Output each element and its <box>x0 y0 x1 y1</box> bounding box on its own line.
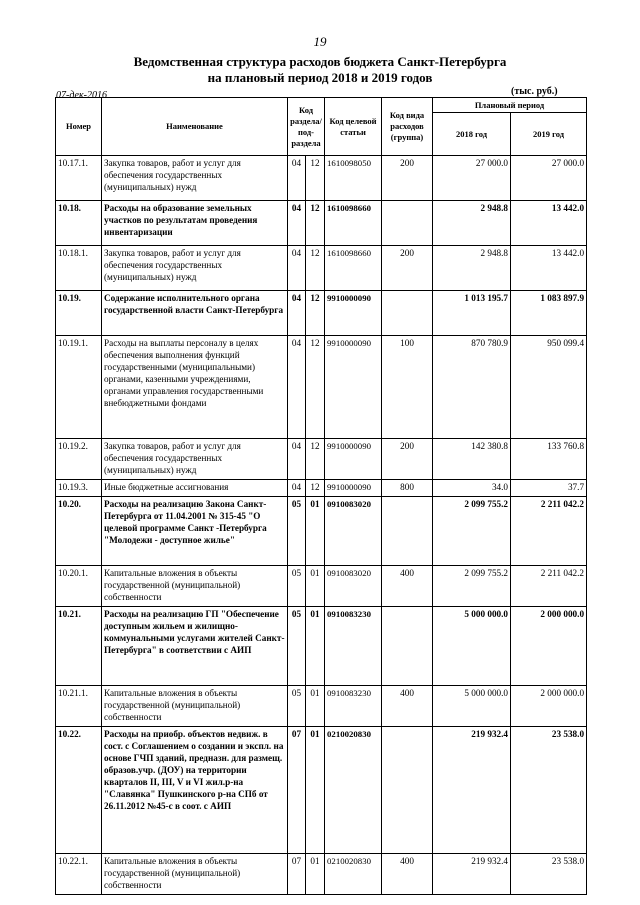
row-number: 10.21. <box>56 607 102 686</box>
row-amount-2018: 219 932.4 <box>433 854 511 895</box>
row-subsection-code: 12 <box>306 201 325 246</box>
row-number: 10.19.1. <box>56 336 102 439</box>
row-name: Содержание исполнительного органа государственной власти Санкт-Петербурга <box>102 291 288 336</box>
row-subsection-code: 12 <box>306 439 325 480</box>
row-amount-2019: 27 000.0 <box>511 156 587 201</box>
row-amount-2019: 1 083 897.9 <box>511 291 587 336</box>
document-date: 07-дек-2016 <box>56 90 107 101</box>
header-target: Код целевой статьи <box>325 98 382 156</box>
row-amount-2019: 13 442.0 <box>511 201 587 246</box>
table-row <box>56 201 587 246</box>
row-subsection-code: 12 <box>306 156 325 201</box>
row-amount-2019: 23 538.0 <box>511 727 587 854</box>
row-amount-2018: 2 948.8 <box>433 201 511 246</box>
row-target-code: 0910083020 <box>325 497 382 566</box>
row-amount-2018: 2 099 755.2 <box>433 497 511 566</box>
title-line-1: Ведомственная структура расходов бюджета Санкт-Петербурга <box>133 54 507 69</box>
row-target-code: 0210020830 <box>325 727 382 854</box>
row-subsection-code: 01 <box>306 566 325 607</box>
table-body <box>56 156 587 895</box>
table-row <box>56 686 587 727</box>
row-number: 10.17.1. <box>56 156 102 201</box>
row-target-code: 0910083230 <box>325 607 382 686</box>
row-name: Закупка товаров, работ и услуг для обеспечения государственных (муниципальных) нужд <box>102 439 288 480</box>
row-number: 10.18.1. <box>56 246 102 291</box>
row-subsection-code: 01 <box>306 854 325 895</box>
document-title <box>0 54 640 86</box>
row-target-code: 1610098660 <box>325 246 382 291</box>
row-name: Иные бюджетные ассигнования <box>102 480 288 497</box>
header-number: Номер <box>56 98 102 156</box>
row-target-code: 1610098660 <box>325 201 382 246</box>
row-section-code: 04 <box>288 291 306 336</box>
row-section-code: 04 <box>288 246 306 291</box>
table-row <box>56 439 587 480</box>
row-amount-2019: 2 211 042.2 <box>511 497 587 566</box>
row-name: Капитальные вложения в объекты государственной (муниципальной) собственности <box>102 566 288 607</box>
row-amount-2019: 133 760.8 <box>511 439 587 480</box>
row-amount-2018: 1 013 195.7 <box>433 291 511 336</box>
row-amount-2019: 23 538.0 <box>511 854 587 895</box>
row-name: Расходы на реализацию Закона Санкт-Петербурга от 11.04.2001 № 315-45 "О целевой программе Санкт -Петербурга "Молодежи - доступное жилье" <box>102 497 288 566</box>
row-expense-type: 100 <box>382 336 433 439</box>
row-amount-2018: 142 380.8 <box>433 439 511 480</box>
units-label: (тыс. руб.) <box>511 86 558 97</box>
row-amount-2018: 5 000 000.0 <box>433 607 511 686</box>
row-name: Закупка товаров, работ и услуг для обеспечения государственных (муниципальных) нужд <box>102 246 288 291</box>
row-number: 10.19.2. <box>56 439 102 480</box>
row-expense-type: 200 <box>382 439 433 480</box>
table-row <box>56 854 587 895</box>
row-subsection-code: 12 <box>306 336 325 439</box>
row-number: 10.19. <box>56 291 102 336</box>
row-subsection-code: 12 <box>306 246 325 291</box>
table-row <box>56 291 587 336</box>
table-row <box>56 156 587 201</box>
row-name: Капитальные вложения в объекты государственной (муниципальной) собственности <box>102 686 288 727</box>
table-row <box>56 246 587 291</box>
table-row <box>56 727 587 854</box>
row-number: 10.20.1. <box>56 566 102 607</box>
table-row <box>56 566 587 607</box>
row-expense-type <box>382 201 433 246</box>
row-section-code: 07 <box>288 727 306 854</box>
row-amount-2019: 2 211 042.2 <box>511 566 587 607</box>
row-section-code: 04 <box>288 480 306 497</box>
row-number: 10.22. <box>56 727 102 854</box>
row-subsection-code: 12 <box>306 291 325 336</box>
title-line-2: на плановый период 2018 и 2019 годов <box>207 70 433 85</box>
row-section-code: 05 <box>288 566 306 607</box>
row-subsection-code: 01 <box>306 686 325 727</box>
row-section-code: 05 <box>288 497 306 566</box>
row-expense-type: 400 <box>382 854 433 895</box>
row-amount-2018: 870 780.9 <box>433 336 511 439</box>
header-2018: 2018 год <box>433 113 511 156</box>
row-target-code: 0210020830 <box>325 854 382 895</box>
row-amount-2018: 5 000 000.0 <box>433 686 511 727</box>
row-expense-type: 400 <box>382 686 433 727</box>
row-amount-2019: 13 442.0 <box>511 246 587 291</box>
row-expense-type: 800 <box>382 480 433 497</box>
row-amount-2018: 2 948.8 <box>433 246 511 291</box>
header-name: Наименование <box>102 98 288 156</box>
row-amount-2018: 27 000.0 <box>433 156 511 201</box>
row-number: 10.19.3. <box>56 480 102 497</box>
row-amount-2019: 2 000 000.0 <box>511 686 587 727</box>
row-number: 10.20. <box>56 497 102 566</box>
header-exp-type: Код вида расходов (группа) <box>382 98 433 156</box>
row-expense-type <box>382 727 433 854</box>
row-expense-type: 200 <box>382 156 433 201</box>
table-header-row <box>56 98 587 113</box>
row-expense-type <box>382 607 433 686</box>
row-amount-2019: 950 099.4 <box>511 336 587 439</box>
row-name: Расходы на приобр. объектов недвиж. в сост. с Соглашением о создании и экспл. на основе ГЧП зданий, предназн. для размещ. образов.учр. (ДОУ) на территории кварталов II, III, V и VI жил.р-на "Славянка" Пушкинского р-на СПб от 26.11.2012 №45-с в соот. с АИП <box>102 727 288 854</box>
row-name: Закупка товаров, работ и услуг для обеспечения государственных (муниципальных) нужд <box>102 156 288 201</box>
row-section-code: 04 <box>288 201 306 246</box>
budget-table <box>55 97 587 895</box>
row-name: Расходы на реализацию ГП "Обеспечение доступным жильем и жилищно-коммунальными услугами жителей Санкт-Петербурга" в соответствии с АИП <box>102 607 288 686</box>
row-expense-type: 200 <box>382 246 433 291</box>
row-name: Расходы на выплаты персоналу в целях обеспечения выполнения функций государственными (муниципальными) органами, казенными учреждениями, органами управления государственными внебюджетными фондами <box>102 336 288 439</box>
row-target-code: 9910000090 <box>325 291 382 336</box>
row-amount-2019: 2 000 000.0 <box>511 607 587 686</box>
row-amount-2018: 2 099 755.2 <box>433 566 511 607</box>
row-number: 10.22.1. <box>56 854 102 895</box>
header-plan-period: Плановый период <box>433 98 587 113</box>
table-row <box>56 497 587 566</box>
row-target-code: 0910083020 <box>325 566 382 607</box>
row-target-code: 0910083230 <box>325 686 382 727</box>
header-2019: 2019 год <box>511 113 587 156</box>
row-subsection-code: 01 <box>306 607 325 686</box>
row-section-code: 07 <box>288 854 306 895</box>
row-number: 10.21.1. <box>56 686 102 727</box>
row-expense-type <box>382 291 433 336</box>
row-expense-type: 400 <box>382 566 433 607</box>
header-section: Код раздела/ под-раздела <box>288 98 325 156</box>
row-expense-type <box>382 497 433 566</box>
row-name: Капитальные вложения в объекты государственной (муниципальной) собственности <box>102 854 288 895</box>
row-subsection-code: 01 <box>306 727 325 854</box>
row-number: 10.18. <box>56 201 102 246</box>
row-subsection-code: 01 <box>306 497 325 566</box>
row-target-code: 9910000090 <box>325 336 382 439</box>
page-number: 19 <box>313 34 327 49</box>
table-row <box>56 336 587 439</box>
row-subsection-code: 12 <box>306 480 325 497</box>
row-target-code: 9910000090 <box>325 439 382 480</box>
row-amount-2018: 34.0 <box>433 480 511 497</box>
row-target-code: 1610098050 <box>325 156 382 201</box>
table-row <box>56 607 587 686</box>
row-target-code: 9910000090 <box>325 480 382 497</box>
row-section-code: 04 <box>288 156 306 201</box>
row-section-code: 04 <box>288 439 306 480</box>
row-amount-2019: 37.7 <box>511 480 587 497</box>
row-section-code: 04 <box>288 336 306 439</box>
table-row <box>56 480 587 497</box>
row-section-code: 05 <box>288 607 306 686</box>
row-amount-2018: 219 932.4 <box>433 727 511 854</box>
row-name: Расходы на образование земельных участков по результатам проведения инвентаризации <box>102 201 288 246</box>
row-section-code: 05 <box>288 686 306 727</box>
